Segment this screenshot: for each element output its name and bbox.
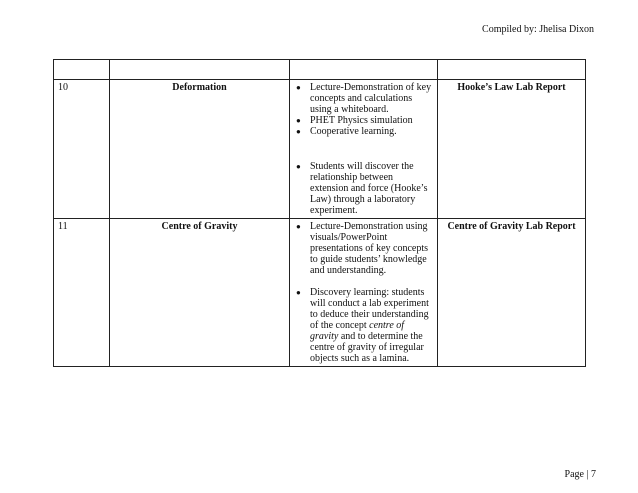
strategies-list (294, 221, 433, 364)
list-item (310, 287, 433, 364)
header-cell (110, 60, 290, 80)
page-number: Page | 7 (564, 469, 596, 480)
strategy-text: and to determine the centre of gravity of irregular objects such as a lamina. (310, 331, 424, 364)
lesson-plan-table (53, 59, 586, 367)
assessment-cell: Hooke’s Law Lab Report (438, 80, 586, 219)
table-row (54, 219, 586, 367)
list-item: ● Students will discover the relationship between extension and force (Hooke’s Law) through a laboratory experiment. (310, 161, 433, 216)
strategies-cell (290, 219, 438, 367)
header-cell (54, 60, 110, 80)
header-cell (290, 60, 438, 80)
strategies-list (294, 82, 433, 216)
header-cell (438, 60, 586, 80)
assessment-cell: Centre of Gravity Lab Report (438, 219, 586, 367)
table-row (54, 80, 586, 219)
strategy-text: Discovery learning: students will conduct a lab experiment to deduce their understanding of the concept (310, 287, 429, 331)
row-number: 10 (54, 80, 110, 219)
topic-cell: Deformation (110, 80, 290, 219)
strategies-cell (290, 80, 438, 219)
page-header: Compiled by: Jhelisa Dixon (482, 24, 594, 35)
emphasis-text: centre of gravity (310, 320, 405, 342)
topic-cell: Centre of Gravity (110, 219, 290, 367)
table-header-row (54, 60, 586, 80)
list-item: ● Lecture-Demonstration using visuals/PowerPoint presentations of key concepts to guide students’ knowledge and understanding. (310, 221, 433, 276)
row-number: 11 (54, 219, 110, 367)
list-item: ● Lecture-Demonstration of key concepts and calculations using a whiteboard. (310, 82, 433, 115)
list-item: ● Cooperative learning. (310, 126, 433, 137)
list-item: ● PHET Physics simulation (310, 115, 433, 126)
